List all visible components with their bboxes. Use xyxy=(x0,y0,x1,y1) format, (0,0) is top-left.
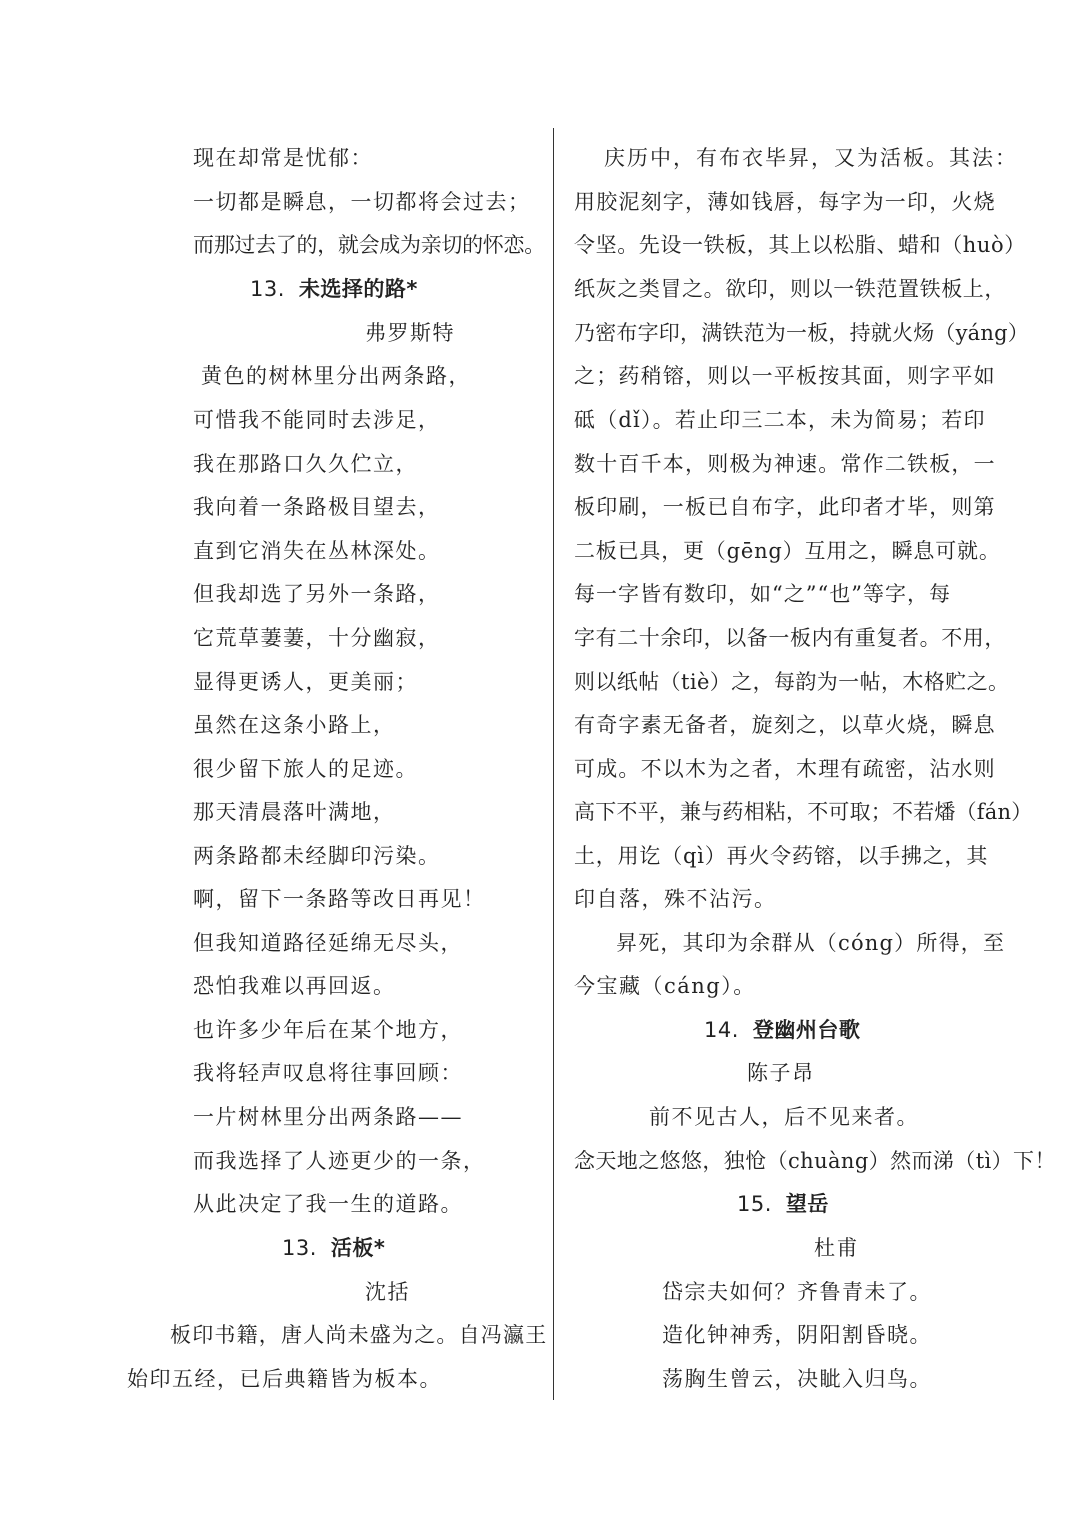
poem-line: 直到它消失在丛林深处。 xyxy=(193,539,441,563)
poem-line: 也许多少年后在某个地方， xyxy=(193,1018,463,1042)
prose-line: 二板已具，更（gēng）互用之，瞬息可就。 xyxy=(574,539,1001,563)
poem-line: 现在却常是忧郁： xyxy=(193,146,373,170)
author-name: 沈括 xyxy=(365,1280,410,1304)
section-heading xyxy=(737,1190,829,1218)
section-number: 15. xyxy=(737,1192,772,1216)
author-name: 弗罗斯特 xyxy=(365,321,455,345)
poem-line: 一片树林里分出两条路—— xyxy=(193,1105,463,1129)
poem-line: 岱宗夫如何？齐鲁青未了。 xyxy=(662,1280,932,1304)
author-name: 杜甫 xyxy=(814,1236,859,1260)
section-heading xyxy=(704,1016,860,1044)
poem-line: 虽然在这条小路上， xyxy=(193,713,396,737)
prose-line: 始印五经，已后典籍皆为板本。 xyxy=(127,1367,442,1391)
section-heading xyxy=(282,1234,385,1262)
poem-line: 前不见古人，后不见来者。 xyxy=(649,1105,919,1129)
prose-line: 纸灰之类冒之。欲印，则以一铁范置铁板上， xyxy=(574,277,1006,301)
poem-line: 一切都是瞬息，一切都将会过去； xyxy=(193,190,531,214)
poem-line: 我在那路口久久伫立， xyxy=(193,452,418,476)
poem-line: 但我却选了另外一条路， xyxy=(193,582,441,606)
poem-line: 黄色的树林里分出两条路， xyxy=(201,364,471,388)
poem-line: 两条路都未经脚印污染。 xyxy=(193,844,441,868)
section-title: 活板* xyxy=(330,1236,386,1260)
poem-line: 而那过去了的，就会成为亲切的怀恋。 xyxy=(193,233,545,257)
section-heading xyxy=(250,275,418,303)
prose-line: 板印书籍，唐人尚未盛为之。自冯瀛王 xyxy=(170,1323,548,1347)
section-number: 14. xyxy=(704,1018,739,1042)
prose-line: 印自落，殊不沾污。 xyxy=(574,887,777,911)
poem-line: 我将轻声叹息将往事回顾： xyxy=(193,1061,463,1085)
prose-line: 土，用讫（qì）再火令药镕，以手拂之，其 xyxy=(574,844,989,868)
prose-line: 砥（dǐ）。若止印三二本，未为简易；若印 xyxy=(574,408,986,432)
section-number: 13. xyxy=(282,1236,317,1260)
poem-line: 造化钟神秀，阴阳割昏晓。 xyxy=(662,1323,932,1347)
poem-line: 而我选择了人迹更少的一条， xyxy=(193,1149,486,1173)
prose-line: 高下不平，兼与药相粘，不可取；不若燔（fán） xyxy=(574,800,1033,824)
prose-line: 数十百千本，则极为神速。常作二铁板，一 xyxy=(574,452,996,476)
prose-line: 昇死，其印为余群从（cóng）所得，至 xyxy=(616,931,1006,955)
poem-line: 荡胸生曾云，决眦入归鸟。 xyxy=(662,1367,932,1391)
poem-line: 可惜我不能同时去涉足， xyxy=(193,408,441,432)
poem-line: 恐怕我难以再回返。 xyxy=(193,974,396,998)
poem-line: 它荒草萋萋，十分幽寂， xyxy=(193,626,441,650)
prose-line: 则以纸帖（tiè）之，每韵为一帖，木格贮之。 xyxy=(574,670,1010,694)
poem-line: 我向着一条路极目望去， xyxy=(193,495,441,519)
section-title: 登幽州台歌 xyxy=(752,1018,861,1042)
prose-line: 板印刷，一板已自布字，此印者才毕，则第 xyxy=(574,495,996,519)
poem-line: 显得更诱人，更美丽； xyxy=(193,670,418,694)
section-number: 13. xyxy=(250,277,285,301)
author-name: 陈子昂 xyxy=(747,1061,815,1085)
prose-line: 可成。不以木为之者，木理有疏密，沾水则 xyxy=(574,757,996,781)
column-divider xyxy=(553,128,554,1400)
poem-line: 从此决定了我一生的道路。 xyxy=(193,1192,463,1216)
prose-line: 今宝藏（cáng）。 xyxy=(574,974,756,998)
poem-line: 那天清晨落叶满地， xyxy=(193,800,396,824)
prose-line: 庆历中，有布衣毕昇，又为活板。其法： xyxy=(604,146,1018,170)
prose-line: 令坚。先设一铁板，其上以松脂、蜡和（huò） xyxy=(574,233,1026,257)
prose-line: 用胶泥刻字，薄如钱唇，每字为一印，火烧 xyxy=(574,190,996,214)
prose-line: 字有二十余印，以备一板内有重复者。不用， xyxy=(574,626,1006,650)
section-title: 望岳 xyxy=(785,1192,829,1216)
poem-line: 但我知道路径延绵无尽头， xyxy=(193,931,463,955)
poem-line: 念天地之悠悠，独怆（chuàng）然而涕（tì）下！ xyxy=(574,1149,1056,1173)
poem-line: 啊，留下一条路等改日再见！ xyxy=(193,887,486,911)
poem-line: 很少留下旅人的足迹。 xyxy=(193,757,418,781)
prose-line: 乃密布字印，满铁范为一板，持就火炀（yáng） xyxy=(574,321,1029,345)
prose-line: 有奇字素无备者，旋刻之，以草火烧，瞬息 xyxy=(574,713,996,737)
prose-line: 之；药稍镕，则以一平板按其面，则字平如 xyxy=(574,364,996,388)
prose-line: 每一字皆有数印，如“之”“也”等字，每 xyxy=(574,582,951,606)
section-title: 未选择的路* xyxy=(298,277,418,301)
